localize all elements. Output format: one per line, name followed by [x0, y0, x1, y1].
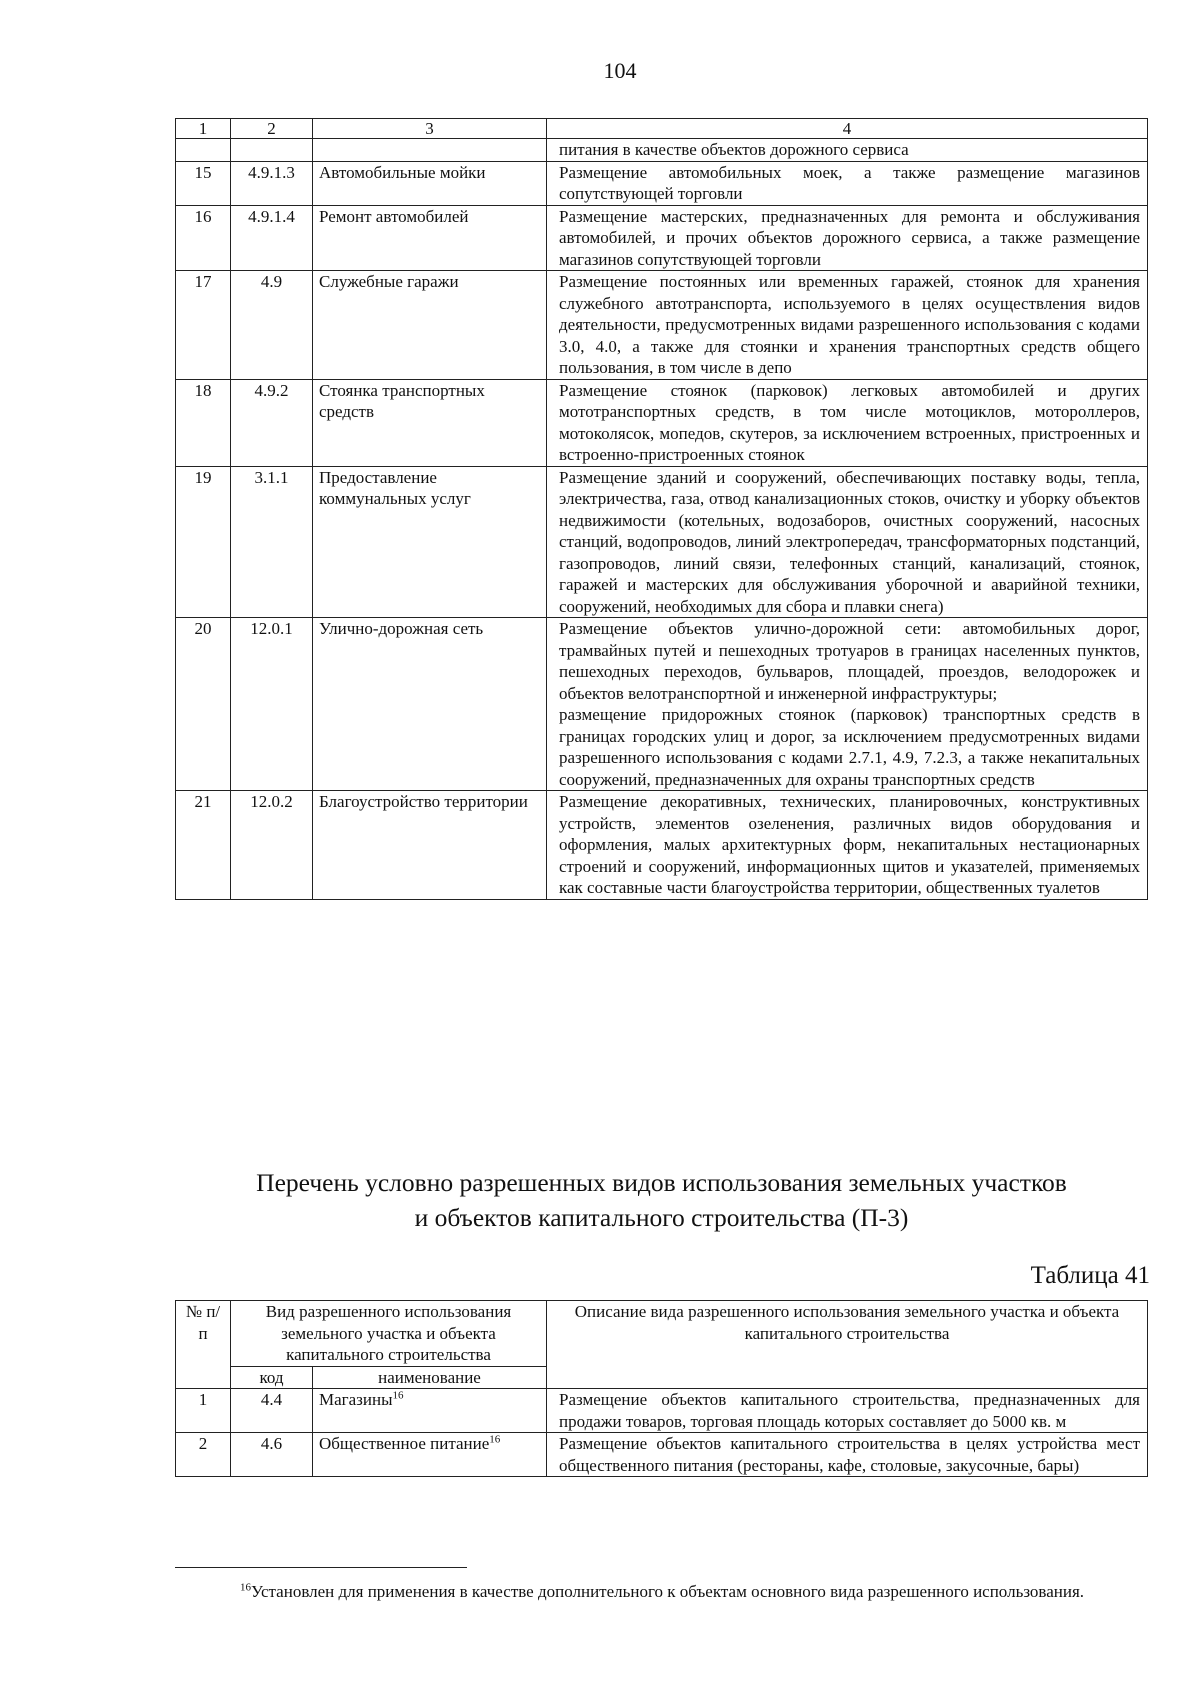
header-description: Описание вида разрешенного использования земельного участка и объекта капитального строительства — [547, 1301, 1148, 1389]
row-name: Автомобильные мойки — [313, 161, 547, 205]
table-row — [176, 1433, 1148, 1477]
footnote — [175, 1580, 1148, 1603]
row-code: 4.6 — [231, 1433, 313, 1477]
table-row — [176, 791, 1148, 900]
row-name: Предоставление коммунальных услуг — [313, 466, 547, 618]
row-description: Размещение автомобильных моек, а также размещение магазинов сопутствующей торговли — [547, 161, 1148, 205]
column-number: 4 — [547, 119, 1148, 139]
row-name — [313, 1389, 547, 1433]
row-name — [313, 1433, 547, 1477]
row-name-text: Общественное питание — [319, 1434, 490, 1453]
row-number: 19 — [176, 466, 231, 618]
row-number: 21 — [176, 791, 231, 900]
row-description-part1: Размещение объектов улично-дорожной сети: автомобильных дорог, трамвайных путей и пешеходных тротуаров в границах населенных пунктов, пешеходных переходов, бульваров, площадей, проездов, велодорожек и объектов велотранспортной и инженерной инфраструктуры; — [559, 619, 1140, 703]
footnote-mark: 16 — [240, 1581, 251, 1594]
land-use-table-continued — [175, 118, 1148, 900]
section-heading-line2: и объектов капитального строительства (П-3) — [414, 1203, 909, 1232]
section-heading-line1: Перечень условно разрешенных видов использования земельных участков — [256, 1168, 1067, 1197]
row-name: Улично-дорожная сеть — [313, 618, 547, 791]
table-row — [176, 205, 1148, 271]
row-description: Размещение стоянок (парковок) легковых автомобилей и других мототранспортных средств, в том числе мотоциклов, мотороллеров, мотоколясок, мопедов, скутеров, за исключением встроенных, пристроенных и встроенно-пристроенных стоянок — [547, 379, 1148, 466]
row-number: 17 — [176, 271, 231, 380]
row-code: 4.4 — [231, 1389, 313, 1433]
row-name: Ремонт автомобилей — [313, 205, 547, 271]
table-row — [176, 161, 1148, 205]
header-kind: Вид разрешенного использования земельного участка и объекта капитального строительства — [231, 1301, 547, 1367]
row-code: 4.9.1.4 — [231, 205, 313, 271]
row-code: 4.9.1.3 — [231, 161, 313, 205]
row-number: 18 — [176, 379, 231, 466]
row-name: Стоянка транспортных средств — [313, 379, 547, 466]
row-code: 12.0.2 — [231, 791, 313, 900]
row-number: 2 — [176, 1433, 231, 1477]
row-description: Размещение объектов капитального строительства в целях устройства мест общественного питания (рестораны, кафе, столовые, закусочные, бары) — [547, 1433, 1148, 1477]
row-number: 16 — [176, 205, 231, 271]
row-number: 20 — [176, 618, 231, 791]
table-label: Таблица 41 — [1030, 1262, 1150, 1289]
row-name: Служебные гаражи — [313, 271, 547, 380]
table-row — [176, 271, 1148, 380]
column-number: 2 — [231, 119, 313, 139]
table-row — [176, 379, 1148, 466]
footnote-text: Установлен для применения в качестве дополнительного к объектам основного вида разрешенного использования. — [251, 1582, 1085, 1601]
row-description: Размещение постоянных или временных гаражей, стоянок для хранения служебного автотранспорта, используемого в целях осуществления видов деятельности, предусмотренных видами разрешенного использования с кодами 3.0, 4.0, а также для стоянки и хранения транспортных средств общего пользования, в том числе в депо — [547, 271, 1148, 380]
row-code: 12.0.1 — [231, 618, 313, 791]
section-heading — [175, 1165, 1148, 1235]
header-code: код — [231, 1366, 313, 1389]
column-number: 3 — [313, 119, 547, 139]
header-row — [176, 1301, 1148, 1367]
footnote-ref: 16 — [392, 1389, 404, 1402]
row-code: 4.9.2 — [231, 379, 313, 466]
row-description: Размещение декоративных, технических, планировочных, конструктивных устройств, элементов озеленения, различных видов оборудования и оформления, малых архитектурных форм, некапитальных нестационарных строений и сооружений, информационных щитов и указателей, применяемых как составные части благоустройства территории, общественных туалетов — [547, 791, 1148, 900]
row-code: 3.1.1 — [231, 466, 313, 618]
footnote-ref: 16 — [489, 1433, 501, 1446]
row-number: 15 — [176, 161, 231, 205]
row-number: 1 — [176, 1389, 231, 1433]
table-row — [176, 1389, 1148, 1433]
header-name: наименование — [313, 1366, 547, 1389]
row-number — [176, 139, 231, 162]
row-description: питания в качестве объектов дорожного сервиса — [547, 139, 1148, 162]
row-name — [313, 139, 547, 162]
conditional-use-table — [175, 1300, 1148, 1477]
row-description: Размещение объектов капитального строительства, предназначенных для продажи товаров, торговая площадь которых составляет до 5000 кв. м — [547, 1389, 1148, 1433]
header-number: № п/п — [176, 1301, 231, 1389]
column-number-row — [176, 119, 1148, 139]
table-row — [176, 466, 1148, 618]
table-row — [176, 139, 1148, 162]
row-code: 4.9 — [231, 271, 313, 380]
row-description: Размещение зданий и сооружений, обеспечивающих поставку воды, тепла, электричества, газа, отвод канализационных стоков, очистку и уборку объектов недвижимости (котельных, водозаборов, очистных сооружений, насосных станций, водопроводов, линий электропередач, трансформаторных подстанций, газопроводов, линий связи, телефонных станций, канализаций, стоянок, гаражей и мастерских для обслуживания уборочной и аварийной техники, сооружений, необходимых для сбора и плавки снега) — [547, 466, 1148, 618]
row-code — [231, 139, 313, 162]
row-name: Благоустройство территории — [313, 791, 547, 900]
page-number: 104 — [603, 58, 637, 83]
column-number: 1 — [176, 119, 231, 139]
row-description-part2: размещение придорожных стоянок (парковок) транспортных средств в границах городских улиц и дорог, за исключением предусмотренных видами разрешенного использования с кодами 2.7.1, 4.9, 7.2.3, а также некапитальных сооружений, предназначенных для охраны транспортных средств — [559, 705, 1140, 789]
row-name-text: Магазины — [319, 1390, 393, 1409]
table-row — [176, 618, 1148, 791]
row-description: Размещение мастерских, предназначенных для ремонта и обслуживания автомобилей, и прочих объектов дорожного сервиса, а также размещение магазинов сопутствующей торговли — [547, 205, 1148, 271]
footnote-divider — [175, 1567, 467, 1568]
row-description — [547, 618, 1148, 791]
